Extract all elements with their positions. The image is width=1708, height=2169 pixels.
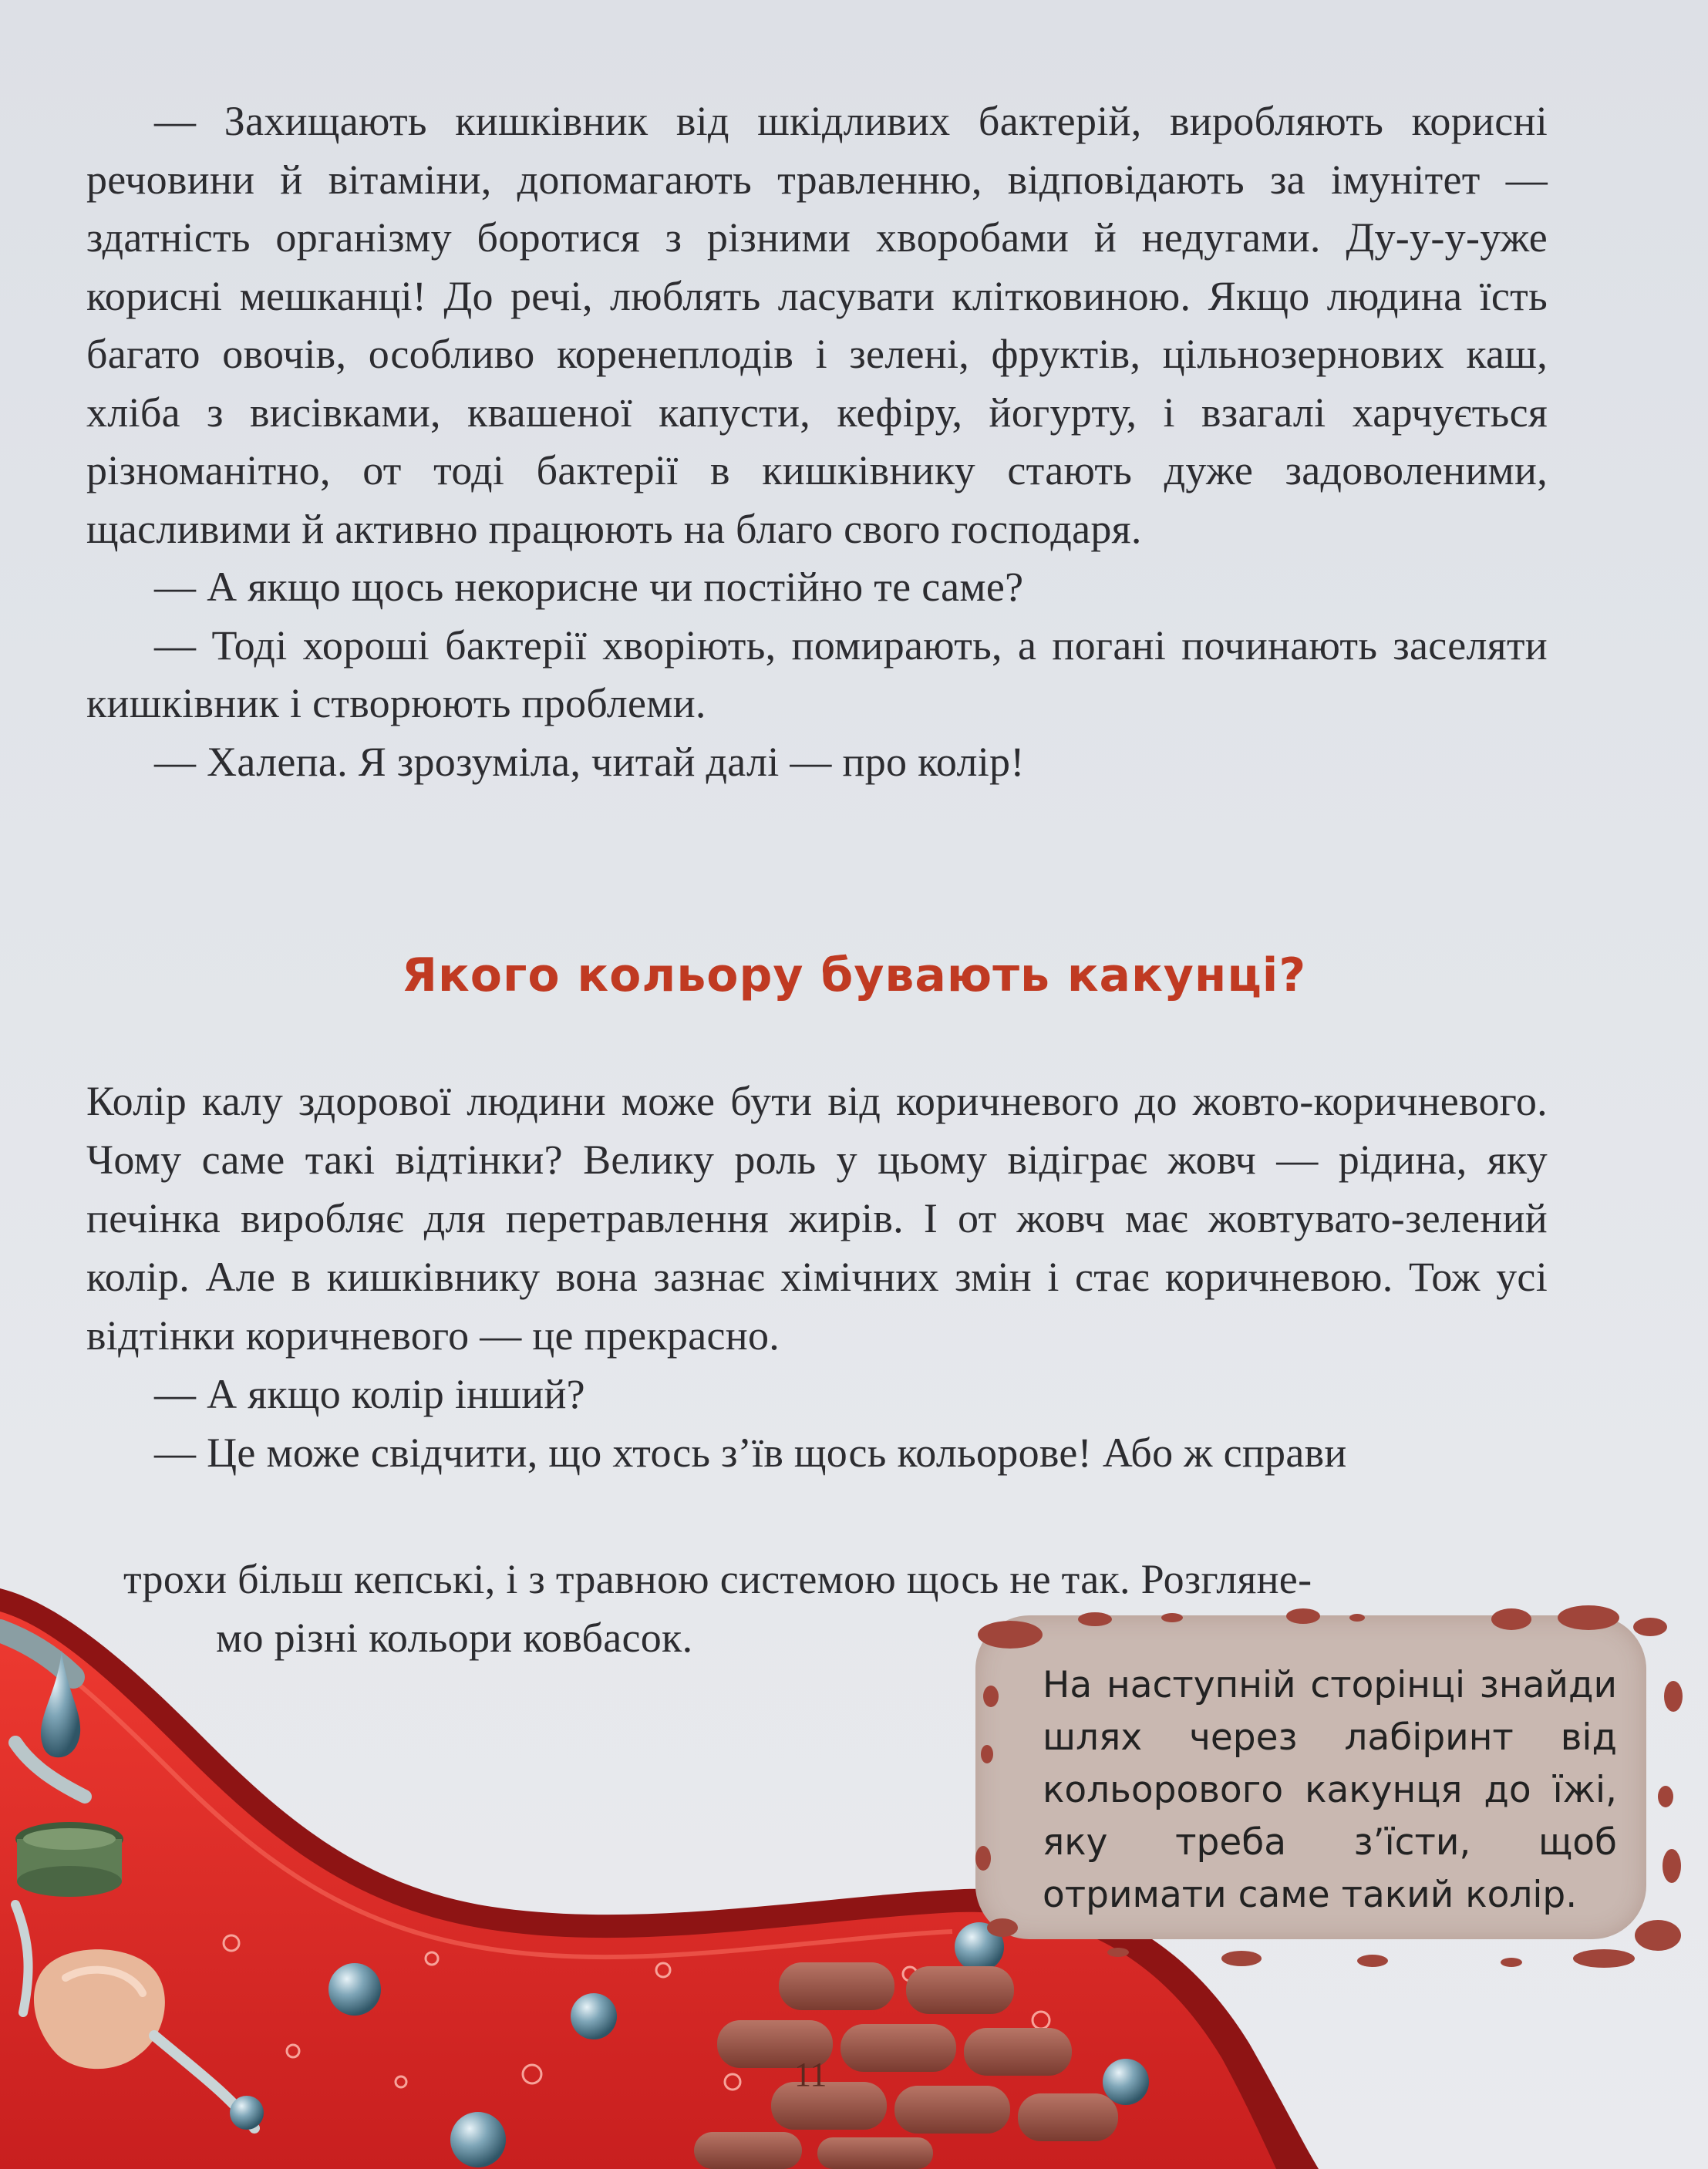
paragraph-bacteria-benefits: — Захищають кишківник від шкідливих бактерій, виробляють корисні речовини й вітаміни, допомагають травленню, відповідають за імунітет — здатність організму боротися з різними хворобами й недугами. Ду-у-у-уже корисні мешканці! До речі, люблять ласувати клітковиною. Якщо людина їсть багато овочів, особливо коренеплодів і зелені, фруктів, цільнозернових каш, хліба з висівками, квашеної капусти, кефіру, йогурту, і взагалі харчується різноманітно, от тоді бактерії в кишківнику стають дуже задоволеними, щасливими й активно працюють на благо свого господаря. xyxy=(86,98,1548,552)
paragraph-tail-line-2: мо різні кольори ковбасок. xyxy=(216,1615,693,1661)
paragraph-question: — А якщо щось некорисне чи постійно те саме? xyxy=(154,564,1024,610)
paragraph-answer-color: — Це може свідчити, що хтось з’їв щось кольорове! Або ж справи xyxy=(154,1430,1347,1476)
section-heading: Якого кольору бувають какунці? xyxy=(401,948,1307,1002)
page-number: 11 xyxy=(794,2056,827,2093)
paragraph-question-color: — А якщо колір інший? xyxy=(154,1371,585,1417)
paragraph-answer: — Тоді хороші бактерії хворіють, помирають, а погані починають заселяти кишківник і створюють проблеми. xyxy=(86,621,1548,726)
paragraph-stool-color: Колір калу здорової людини може бути від коричневого до жовто-коричневого. Чому саме такі відтінки? Велику роль у цьому відіграє жовч — рідина, яку печінка виробляє для перетравлення жирів. І от жовч має жовтувато-зелений колір. Але в кишківнику вона зазнає хімічних змін і стає коричневою. Тож усі відтінки коричневого — це прекрасно. xyxy=(86,1078,1548,1359)
paragraph-tail-line-1: трохи більш кепські, і з травною системою щось не так. Розгляне- xyxy=(123,1556,1312,1602)
note-text: На наступній сторінці знайди шлях через лабіринт від кольорового какунця до їжі, яку треба з’їсти, щоб отримати саме такий колір. xyxy=(1043,1664,1617,1916)
paragraph-reply: — Халепа. Я зрозуміла, читай далі — про колір! xyxy=(154,738,1025,785)
